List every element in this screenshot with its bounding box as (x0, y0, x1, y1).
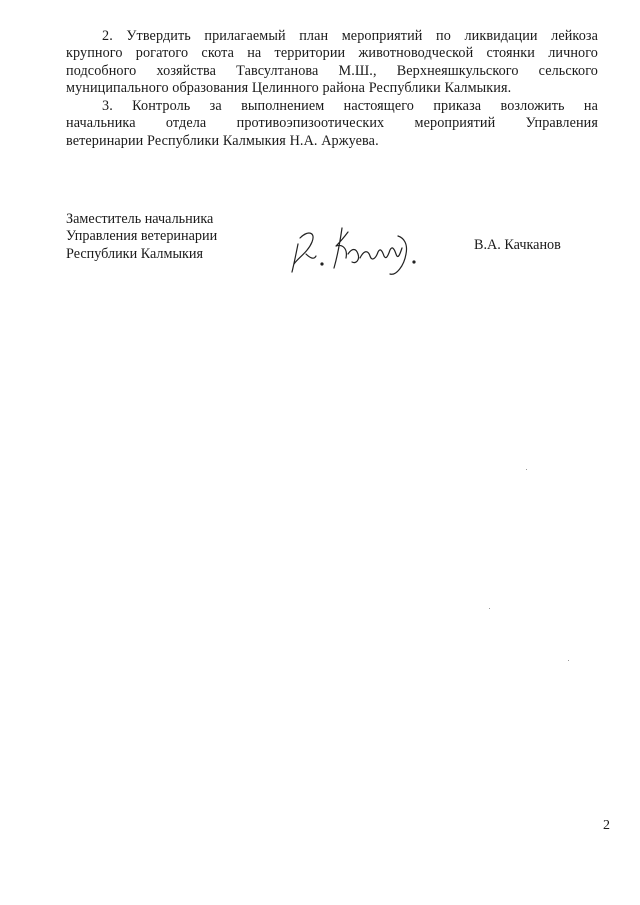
paragraph-item-2 (66, 28, 598, 98)
paragraph-line: подсобного хозяйства Тавсултанова М.Ш., Верхнеяшкульского сельского (66, 62, 598, 79)
signatory-position-line: Республики Калмыкия (66, 245, 204, 262)
signatory-position (66, 211, 217, 263)
signatory-name: В.А. Качканов (474, 237, 561, 253)
paragraph-line: ветеринарии Республики Калмыкия Н.А. Аржуева. (66, 132, 379, 149)
paragraph-item-3 (66, 98, 598, 150)
page-number: 2 (603, 818, 610, 833)
signatory-position-line: Управления ветеринарии (66, 228, 218, 245)
scan-speck (568, 660, 569, 661)
paragraph-line: начальника отдела противоэпизоотических мероприятий Управления (66, 115, 598, 132)
paragraph-line: 3. Контроль за выполнением настоящего приказа возложить на (102, 98, 598, 114)
signatory-position-line: Заместитель начальника (66, 211, 214, 227)
handwritten-signature (286, 214, 436, 280)
paragraph-line: муниципального образования Целинного района Республики Калмыкия. (66, 80, 512, 97)
scan-speck (489, 608, 490, 609)
paragraph-line: 2. Утвердить прилагаемый план мероприятий по ликвидации лейкоза (102, 28, 598, 44)
scan-speck (526, 469, 527, 470)
paragraph-line: крупного рогатого скота на территории животноводческой стоянки личного (66, 45, 598, 62)
